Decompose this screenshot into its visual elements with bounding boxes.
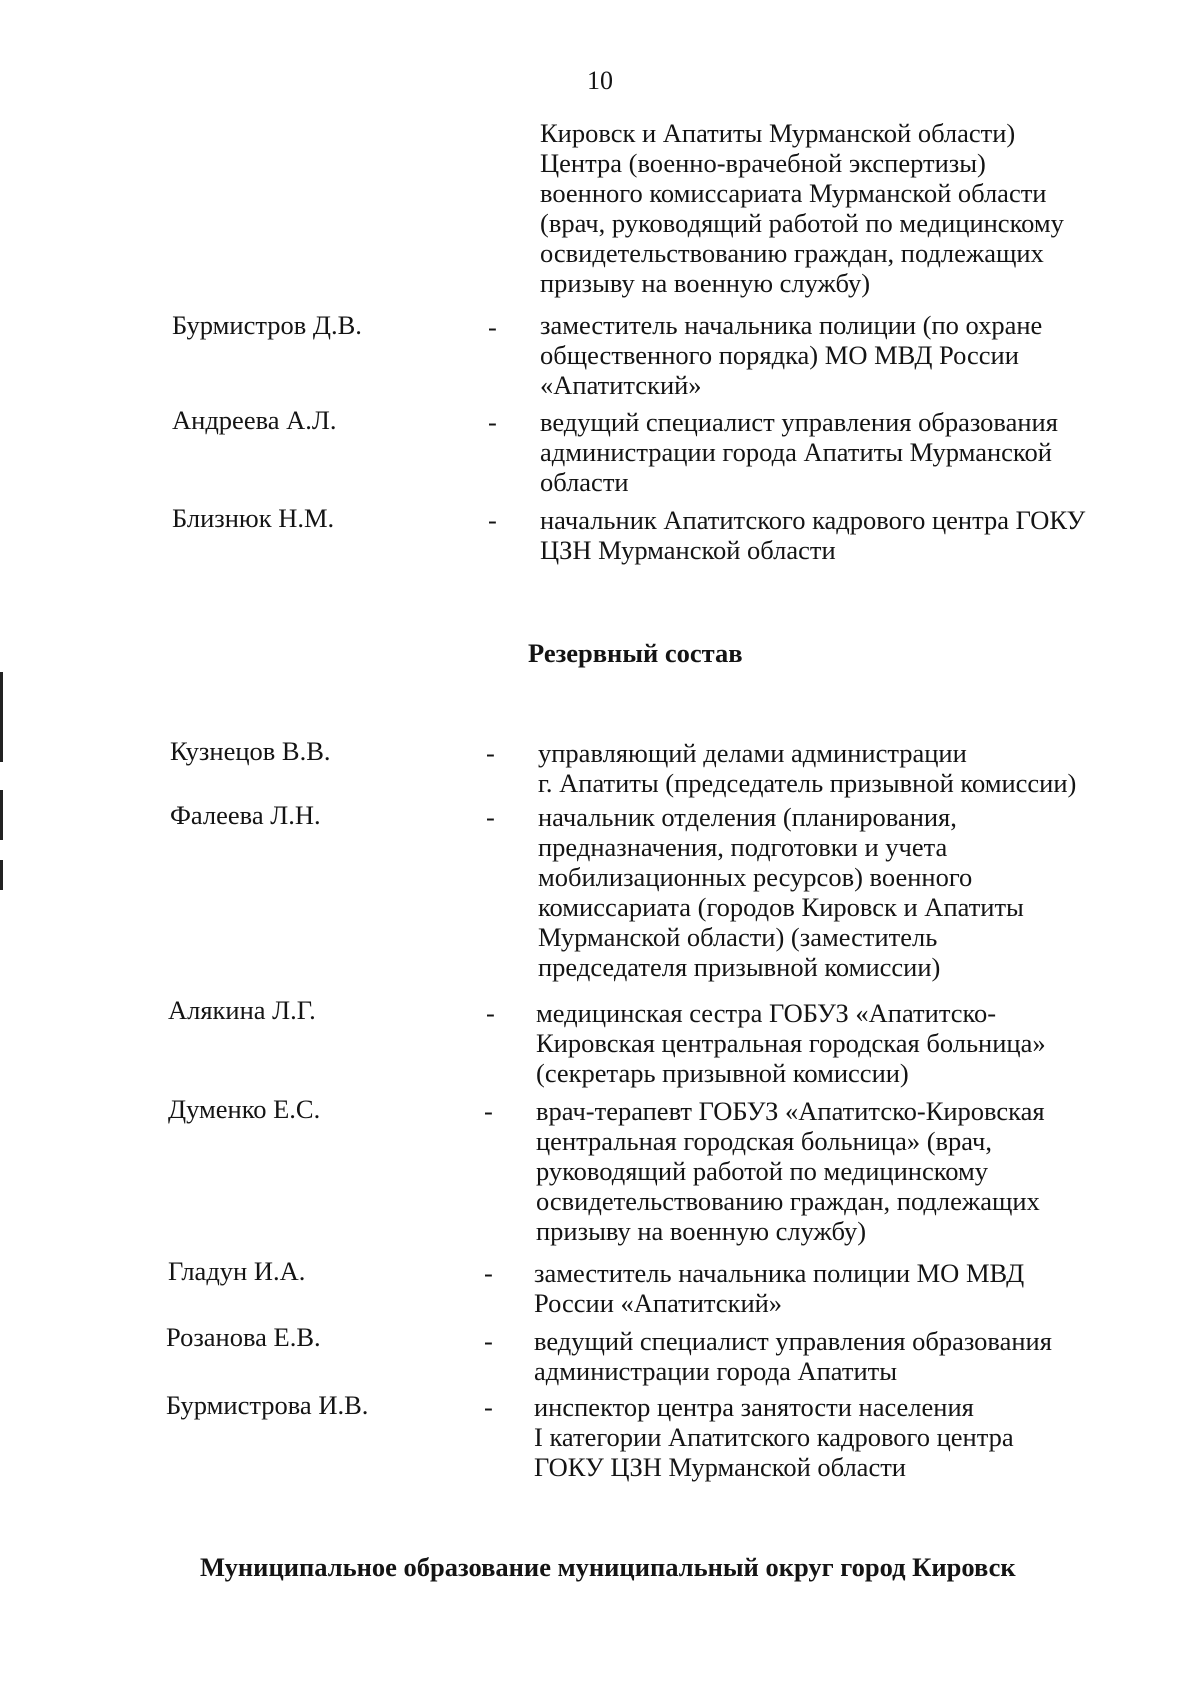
member-dash: - [486,738,495,768]
member-name: Андреева А.Л. [172,405,337,435]
member-name: Бурмистрова И.В. [166,1390,369,1420]
text-line: области [540,467,629,497]
member-position [534,1392,1014,1482]
member-name: Бурмистров Д.В. [172,310,362,340]
text-line: начальник отделения (планирования, [538,802,957,832]
text-line: (врач, руководящий работой по медицинскому [540,208,1064,238]
member-dash: - [488,312,497,342]
text-line: заместитель начальника полиции (по охране [540,310,1043,340]
text-line: мобилизационных ресурсов) военного [538,862,973,892]
text-line: Кировская центральная городская больница» [536,1028,1046,1058]
member-dash: - [484,1258,493,1288]
text-line: России «Апатитский» [534,1288,783,1318]
member-dash: - [486,998,495,1028]
text-line: Центра (военно-врачебной экспертизы) [540,148,986,178]
text-line: призыву на военную службу) [536,1216,867,1246]
text-line: военного комиссариата Мурманской области [540,178,1047,208]
text-line: освидетельствованию граждан, подлежащих [536,1186,1040,1216]
member-position [540,505,1085,565]
text-line: г. Апатиты (председатель призывной комиссии) [538,768,1077,798]
text-line: инспектор центра занятости населения [534,1392,974,1422]
member-dash: - [486,802,495,832]
member-name: Гладун И.А. [168,1256,306,1286]
text-line: ведущий специалист управления образования [534,1326,1052,1356]
member-name: Фалеева Л.Н. [170,800,321,830]
member-position [536,1096,1045,1246]
text-line: руководящий работой по медицинскому [536,1156,989,1186]
member-dash: - [484,1326,493,1356]
text-line: освидетельствованию граждан, подлежащих [540,238,1044,268]
text-line: центральная городская больница» (врач, [536,1126,992,1156]
text-line: ведущий специалист управления образования [540,407,1058,437]
member-position [540,310,1042,400]
member-position [534,1258,1024,1318]
member-dash: - [484,1096,493,1126]
member-dash: - [488,505,497,535]
text-line: Мурманской области) (заместитель [538,922,938,952]
section-heading: Резервный состав [528,638,743,668]
member-name: Кузнецов В.В. [170,736,331,766]
text-line: администрации города Апатиты Мурманской [540,437,1052,467]
scan-edge-mark [0,672,3,762]
text-line: ЦЗН Мурманской области [540,535,836,565]
member-name: Думенко Е.С. [168,1094,321,1124]
continuation-text [540,118,1064,298]
text-line: медицинская сестра ГОБУЗ «Апатитско- [536,998,997,1028]
member-position [536,998,1046,1088]
page-number: 10 [587,66,613,95]
text-line: комиссариата (городов Кировск и Апатиты [538,892,1024,922]
member-name: Розанова Е.В. [166,1322,321,1352]
member-dash: - [484,1392,493,1422]
text-line: общественного порядка) МО МВД России [540,340,1019,370]
text-line: начальник Апатитского кадрового центра ГОКУ [540,505,1086,535]
text-line: председателя призывной комиссии) [538,952,941,982]
text-line: врач-терапевт ГОБУЗ «Апатитско-Кировская [536,1096,1045,1126]
member-name: Близнюк Н.М. [172,503,335,533]
member-position [540,407,1058,497]
scan-edge-mark [0,860,3,890]
text-line: «Апатитский» [540,370,702,400]
scan-edge-mark [0,790,3,840]
member-position [538,738,1076,798]
member-dash: - [488,407,497,437]
text-line: заместитель начальника полиции МО МВД [534,1258,1025,1288]
text-line: призыву на военную службу) [540,268,871,298]
text-line: Кировск и Апатиты Мурманской области) [540,118,1016,148]
member-position [538,802,1024,982]
text-line: предназначения, подготовки и учета [538,832,948,862]
text-line: (секретарь призывной комиссии) [536,1058,909,1088]
text-line: управляющий делами администрации [538,738,967,768]
municipality-heading: Муниципальное образование муниципальный округ город Кировск [200,1552,1016,1582]
member-position [534,1326,1052,1386]
member-name: Алякина Л.Г. [168,995,316,1025]
text-line: ГОКУ ЦЗН Мурманской области [534,1452,906,1482]
text-line: администрации города Апатиты [534,1356,898,1386]
text-line: I категории Апатитского кадрового центра [534,1422,1014,1452]
